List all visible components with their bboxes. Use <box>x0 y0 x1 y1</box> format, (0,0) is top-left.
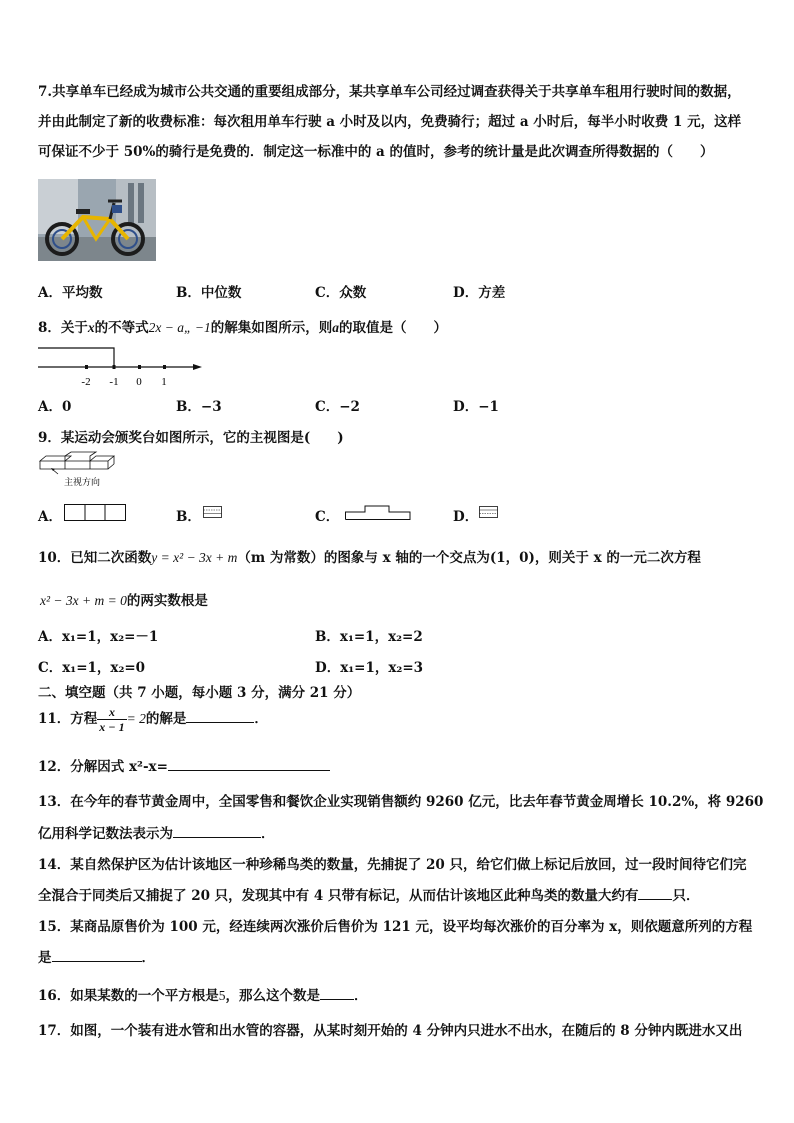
q10-option-a: A．x₁=1，x₂=－1 <box>38 629 159 645</box>
view-direction-label: 主视方向 <box>64 478 101 488</box>
number-line-arrow <box>193 364 202 370</box>
tick-label: 1 <box>161 376 167 388</box>
q13-answer-blank[interactable] <box>173 823 261 838</box>
q9-option-a: A． <box>38 509 62 525</box>
q10-equation: x² − 3x + m = 0 <box>40 593 127 608</box>
question-8 <box>38 316 447 336</box>
question-10-line-1: 10．已知二次函数y = x² − 3x + m（m 为常数）的图象与 x 轴的一个交点为(1，0)，则关于 x 的一元二次方程 <box>38 550 701 566</box>
q7-line-2: 并由此制定了新的收费标准：每次租用单车行驶 a 小时及以内，免费骑行；超过 a 小时后，每半小时收费 1 元，这样 <box>38 114 742 130</box>
tick-label: -1 <box>109 376 119 388</box>
question-17-line-1: 17．如图，一个装有进水管和出水管的容器，从某时刻开始的 4 分钟内只进水不出水，在随后的 8 分钟内既进水又出 <box>38 1023 743 1039</box>
q7-option-d: D．方差 <box>453 285 506 301</box>
q16-answer-blank[interactable] <box>320 985 354 1000</box>
q8-option-c: C．−2 <box>315 399 360 415</box>
q10-option-d: D．x₁=1，x₂=3 <box>315 660 424 676</box>
question-13-line-1: 13．在今年的春节黄金周中，全国零售和餐饮企业实现销售额约 9260 亿元，比去年春节黄金周增长 10.2%，将 9260 <box>38 794 764 810</box>
question-14-line-2: 全混合于同类后又捕捉了 20 只，发现其中有 4 只带有标记，从而估计该地区此种鸟类的数量大约有 只． <box>38 884 699 904</box>
question-11: 11．方程 $\frac{x}{x - 1}$ = 2的解是 ． <box>38 705 268 734</box>
q9-option-d-figure <box>479 506 498 518</box>
tick-dot <box>163 365 166 369</box>
tick-label: 0 <box>136 376 142 388</box>
question-15-line-1: 15．某商品原售价为 100 元，经连续两次涨价后售价为 121 元，设平均每次涨价的百分率为 x，则依题意所列的方程 <box>38 919 753 935</box>
q9-option-b-figure <box>203 506 222 518</box>
q11-answer-blank[interactable] <box>186 708 254 723</box>
tick-dot <box>138 365 141 369</box>
section-2-heading: 二、填空题（共 7 小题，每小题 3 分，满分 21 分） <box>38 685 361 701</box>
question-16: 16．如果某数的一个平方根是5，那么这个数是 ． <box>38 984 368 1004</box>
q8-inequality: 2x − a„ −1 <box>148 320 211 335</box>
q9-option-b: B． <box>176 509 201 525</box>
q14-answer-blank[interactable] <box>638 885 672 900</box>
question-9: 9．某运动会颁奖台如图所示，它的主视图是( ) <box>38 430 344 446</box>
solution-ray <box>38 348 114 367</box>
question-7 <box>38 77 758 167</box>
q12-answer-blank[interactable] <box>168 756 330 771</box>
q8-option-a: A．0 <box>38 399 72 415</box>
q8-option-d: D．−1 <box>453 399 499 415</box>
tick-label: -2 <box>81 376 91 388</box>
q9-option-a-figure <box>64 504 126 521</box>
q9-option-c: C． <box>315 509 340 525</box>
bicycle-photo <box>38 179 156 261</box>
q7-option-c: C．众数 <box>315 285 367 301</box>
q8-tail: 的取值是（ ） <box>339 320 448 336</box>
tick-dot <box>113 365 116 369</box>
q7-option-a: A．平均数 <box>38 285 103 301</box>
question-14-line-1: 14．某自然保护区为估计该地区一种珍稀鸟类的数量，先捕捉了 20 只，给它们做上标记后放回，过一段时间待它们完 <box>38 857 747 873</box>
tick-dot <box>85 365 88 369</box>
q10-option-b: B．x₁=1，x₂=2 <box>315 629 423 645</box>
question-12: 12．分解因式 x²-x= <box>38 755 330 775</box>
q11-fraction: $\frac{x}{x - 1}$ <box>99 705 125 734</box>
q8-post: 的解集如图所示，则 <box>210 320 333 336</box>
podium-3d-figure <box>38 452 118 490</box>
q15-answer-blank[interactable] <box>52 947 142 962</box>
q10-option-c: C．x₁=1，x₂=0 <box>38 660 146 676</box>
q7-line-3: 可保证不少于 50%的骑行是免费的．制定这一标准中的 a 的值时，参考的统计量是此次调查所得数据的（ ） <box>38 144 714 160</box>
q7-line-1: 7.共享单车已经成为城市公共交通的重要组成部分，某共享单车公司经过调查获得关于共享单车租用行驶时间的数据， <box>38 84 741 100</box>
q8-pre: 8．关于 <box>38 320 88 336</box>
q8-option-b: B．−3 <box>176 399 222 415</box>
q7-option-b: B．中位数 <box>176 285 242 301</box>
question-13-line-2: 亿用科学记数法表示为 ． <box>38 822 275 842</box>
q8-var-a: a <box>332 320 340 335</box>
q10-function: y = x² − 3x + m <box>151 550 238 565</box>
question-15-line-2: 是 ． <box>38 946 155 966</box>
question-10-line-2: x² − 3x + m = 0的两实数根是 <box>40 593 208 609</box>
q8-mid: 的不等式 <box>94 320 149 336</box>
q8-var-x: x <box>87 320 95 335</box>
q9-option-c-figure <box>345 503 411 520</box>
number-line-figure <box>36 340 208 388</box>
q9-option-d: D． <box>453 509 479 525</box>
